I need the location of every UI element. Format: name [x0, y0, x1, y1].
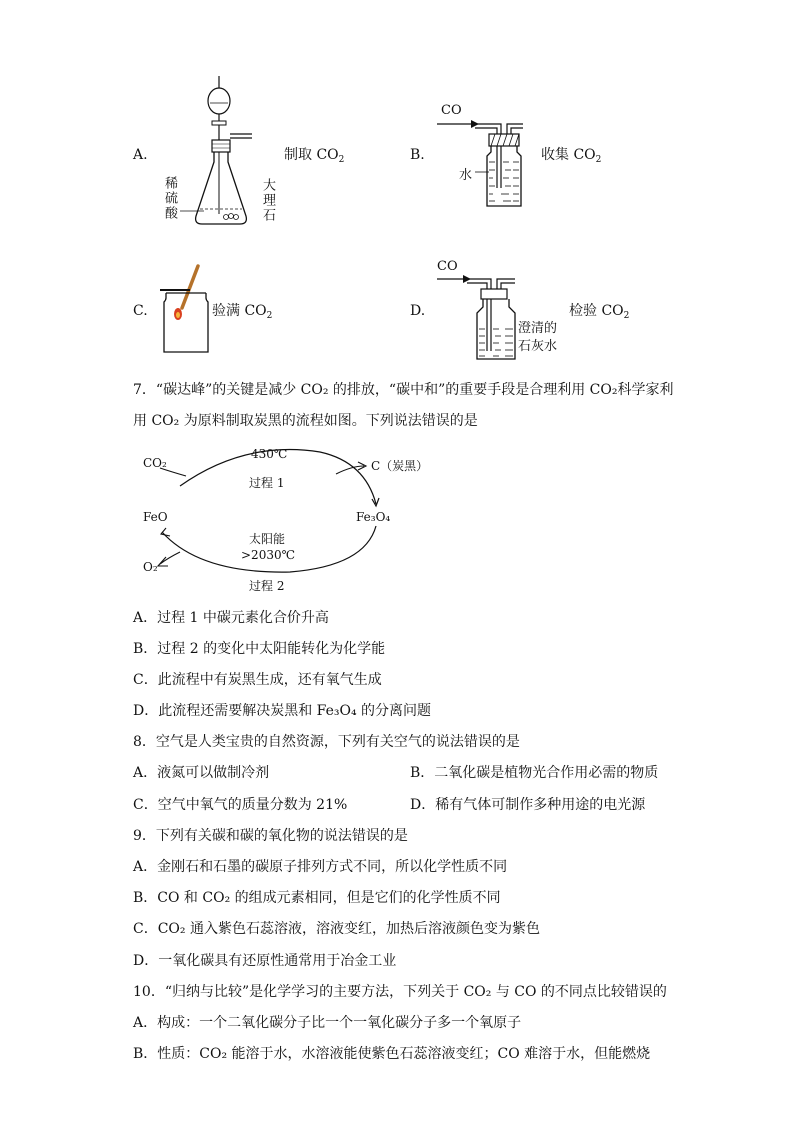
option-a-letter: A. [133, 147, 148, 163]
o2-node: O₂ [143, 560, 158, 574]
option-c-letter: C. [133, 303, 148, 319]
q10-option-a: A．构成：一个二氧化碳分子比一个一氧化碳分子多一个氧原子 [133, 1015, 522, 1031]
co2-node: CO₂ [143, 456, 167, 470]
option-b-caption: 收集 $CO_2$ [541, 147, 602, 165]
limewater-bottle-diagram [435, 273, 525, 365]
q9-option-d: D．一氧化碳具有还原性通常用于冶金工业 [133, 953, 397, 969]
process2-label: 过程 2 [249, 579, 285, 593]
q7-stem-line2: 用 CO₂ 为原料制取炭黑的流程如图。下列说法错误的是 [133, 413, 478, 429]
limewater-label-2: 石灰水 [518, 339, 558, 354]
test-fullness-diagram [160, 262, 214, 356]
q7-option-a: A．过程 1 中碳元素化合价升高 [133, 610, 329, 626]
temp1-label: 430℃ [251, 447, 288, 461]
q9-option-b: B．CO 和 CO₂ 的组成元素相同，但是它们的化学性质不同 [133, 890, 501, 906]
feo-node: FeO [143, 510, 168, 524]
q7-option-c: C．此流程中有炭黑生成，还有氧气生成 [133, 672, 382, 688]
marble-label: 大理石 [260, 178, 275, 223]
q8-option-a: A．液氮可以做制冷剂 [133, 765, 270, 781]
q7-option-b: B．过程 2 的变化中太阳能转化为化学能 [133, 641, 386, 657]
q7-stem-line1: 7．“碳达峰”的关键是减少 CO₂ 的排放，“碳中和”的重要手段是合理利用 CO₂科学家利 [133, 382, 674, 398]
q8-option-b: B．二氧化碳是植物光合作用必需的物质 [410, 765, 659, 781]
q9-option-c: C．CO₂ 通入紫色石蕊溶液，溶液变红，加热后溶液颜色变为紫色 [133, 921, 540, 937]
option-d-caption: 检验 $CO_2$ [569, 303, 630, 321]
q9-stem: 9．下列有关碳和碳的氧化物的说法错误的是 [133, 828, 408, 844]
q10-option-b: B．性质：CO₂ 能溶于水，水溶液能使紫色石蕊溶液变红；CO 难溶于水，但能燃烧 [133, 1046, 651, 1062]
q10-stem: 10．“归纳与比较”是化学学习的主要方法，下列关于 CO₂ 与 CO 的不同点比较错误的 [133, 984, 667, 1000]
carbon-node: C（炭黑） [371, 459, 429, 473]
q8-option-c: C．空气中氧气的质量分数为 21% [133, 797, 348, 813]
temp2-label: >2030℃ [241, 548, 296, 562]
option-c-caption: 验满 $CO_2$ [212, 303, 273, 321]
gas-in-label-d: CO [437, 259, 458, 274]
option-b-letter: B. [410, 147, 425, 163]
limewater-label-1: 澄清的 [518, 321, 558, 336]
q7-option-d: D．此流程还需要解决炭黑和 Fe₃O₄ 的分离问题 [133, 703, 432, 719]
fe3o4-node: Fe₃O₄ [356, 510, 391, 524]
acid-label: 稀硫酸 [162, 176, 177, 221]
process1-label: 过程 1 [249, 476, 285, 490]
solar-label: 太阳能 [249, 532, 286, 546]
water-label: 水 [459, 168, 473, 183]
gas-in-label-b: CO [441, 103, 462, 118]
option-d-letter: D. [410, 303, 426, 319]
gas-bottle-b-diagram [435, 118, 535, 210]
q8-option-d: D．稀有气体可制作多种用途的电光源 [410, 797, 646, 813]
option-a-caption: 制取 $CO_2$ [284, 147, 345, 165]
q9-option-a: A．金刚石和石墨的碳原子排列方式不同，所以化学性质不同 [133, 859, 508, 875]
q8-stem: 8．空气是人类宝贵的自然资源，下列有关空气的说法错误的是 [133, 734, 520, 750]
